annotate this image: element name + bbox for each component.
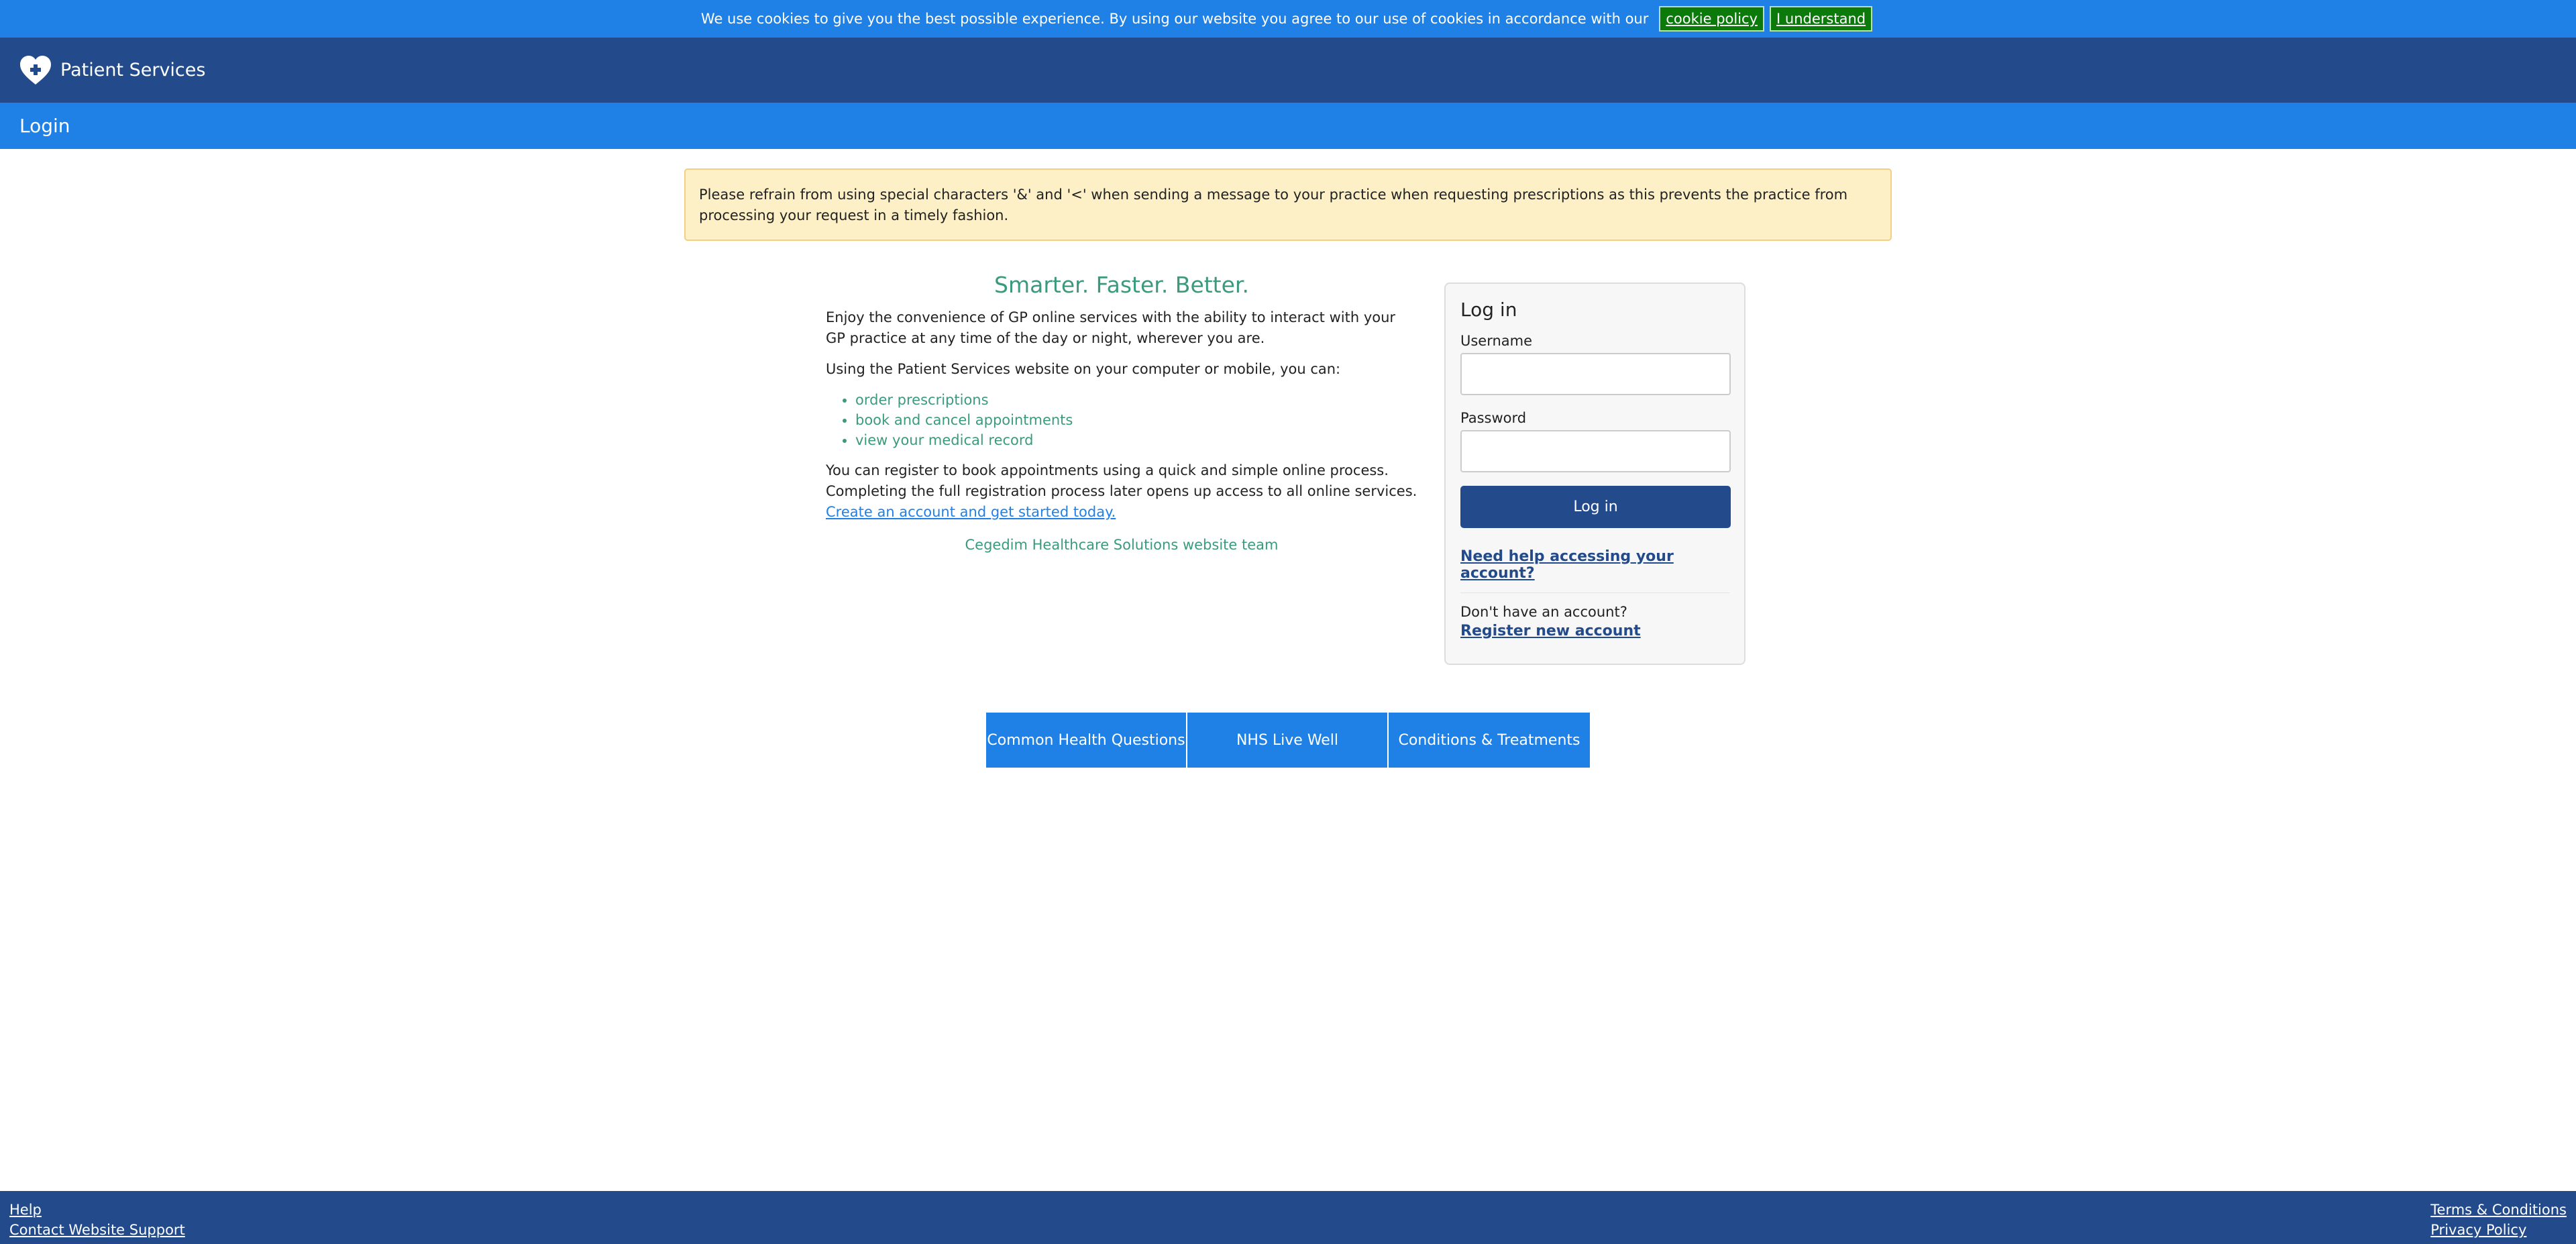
terms-link[interactable]: Terms & Conditions — [2430, 1202, 2567, 1218]
intro-heading: Smarter. Faster. Better. — [994, 272, 1249, 298]
footer-left-links — [9, 1200, 185, 1240]
conditions-treatments-button[interactable]: Conditions & Treatments — [1389, 713, 1590, 768]
cookie-accept-button[interactable]: I understand — [1770, 6, 1872, 32]
login-panel — [1444, 282, 1746, 665]
cookie-message: We use cookies to give you the best possible experience. By using our website you agree to our use of cookies in accordance with our — [700, 11, 1649, 27]
common-health-questions-button[interactable]: Common Health Questions — [986, 713, 1187, 768]
password-input[interactable] — [1460, 430, 1731, 472]
username-label: Username — [1460, 333, 1533, 349]
password-label: Password — [1460, 410, 1527, 426]
intro-paragraph-2: Using the Patient Services website on your computer or mobile, you can: — [826, 361, 1341, 377]
brand-name[interactable]: Patient Services — [60, 60, 206, 81]
quick-links — [986, 713, 1590, 768]
login-button[interactable]: Log in — [1460, 486, 1731, 528]
page-title: Login — [19, 115, 70, 137]
list-item: • book and cancel appointments — [855, 410, 1417, 430]
account-help-link[interactable]: Need help accessing your account? — [1460, 548, 1674, 582]
list-item: • view your medical record — [855, 430, 1417, 450]
services-list — [855, 390, 1417, 450]
login-title: Log in — [1460, 299, 1517, 321]
intro-paragraph-3 — [826, 460, 1417, 523]
nhs-live-well-button[interactable]: NHS Live Well — [1187, 713, 1389, 768]
username-input[interactable] — [1460, 353, 1731, 395]
footer-right-links — [2430, 1200, 2567, 1240]
site-header — [0, 38, 2576, 103]
intro-section — [826, 270, 1417, 566]
contact-support-link[interactable]: Contact Website Support — [9, 1222, 185, 1238]
cookie-policy-link[interactable]: cookie policy — [1659, 6, 1764, 32]
no-account-text: Don't have an account? — [1460, 604, 1627, 620]
register-link[interactable]: Register new account — [1460, 623, 1641, 639]
intro-paragraph-1: Enjoy the convenience of GP online services with the ability to interact with your GP practice at any time of the day or night, wherever you are. — [826, 309, 1396, 346]
cookie-banner — [0, 0, 2576, 38]
page-header-bar — [0, 103, 2576, 149]
special-characters-warning: Please refrain from using special characters '&' and '<' when sending a message to your practice when requesting prescriptions as this prevents the practice from processing your request in a timely fashion. — [684, 168, 1892, 241]
divider — [1460, 592, 1729, 593]
help-link[interactable]: Help — [9, 1202, 42, 1218]
list-item: • order prescriptions — [855, 390, 1417, 410]
site-footer — [0, 1191, 2576, 1244]
registration-text: You can register to book appointments using a quick and simple online process. Completing the full registration process later opens up access to all online services. — [826, 462, 1417, 499]
privacy-policy-link[interactable]: Privacy Policy — [2430, 1222, 2527, 1238]
team-signature: Cegedim Healthcare Solutions website team — [965, 537, 1279, 553]
heart-plus-icon — [19, 55, 52, 86]
create-account-link[interactable]: Create an account and get started today. — [826, 504, 1116, 520]
